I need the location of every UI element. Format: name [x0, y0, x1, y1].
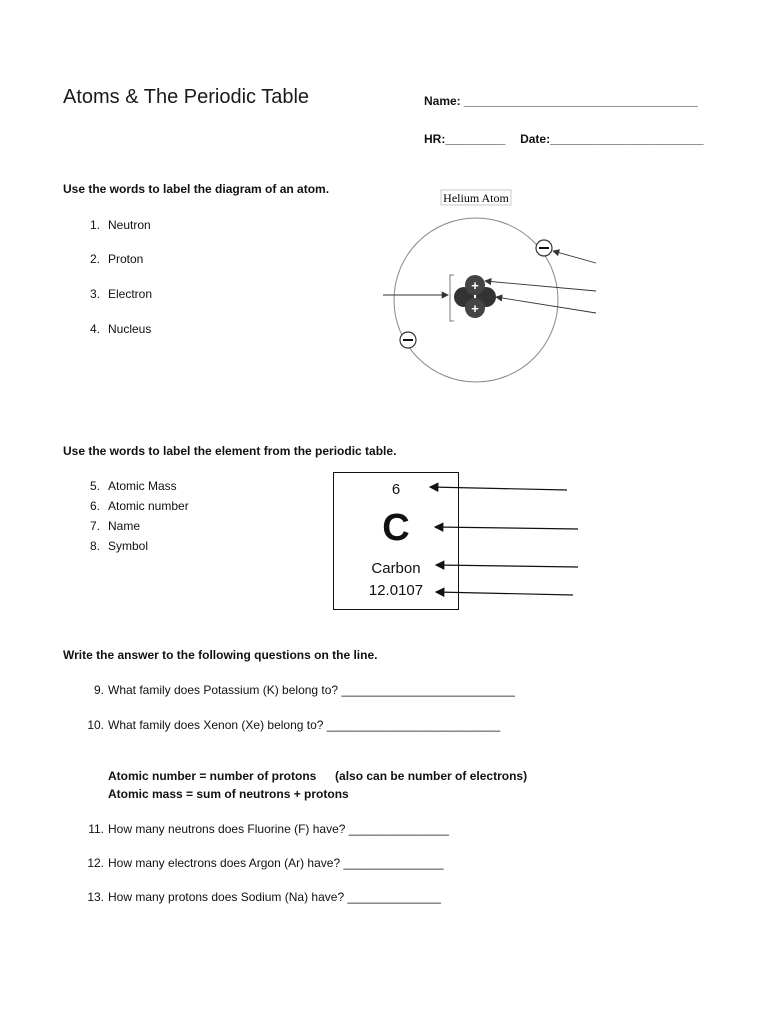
question-item[interactable]	[82, 856, 444, 870]
element-symbol: C	[382, 507, 410, 549]
atomic-mass: 12.0107	[368, 582, 424, 599]
proton-pointer	[485, 281, 596, 291]
question-item[interactable]	[82, 822, 449, 836]
item-number: 4.	[89, 322, 100, 336]
item-number: 7.	[89, 519, 100, 533]
name-pointer	[436, 565, 578, 567]
hr-line: _________	[445, 132, 506, 146]
question-item[interactable]	[82, 718, 500, 732]
question-number: 13.	[87, 890, 104, 904]
list-item	[78, 519, 140, 533]
element-pointers	[420, 478, 590, 608]
question-number: 11.	[88, 822, 104, 836]
item-label: Nucleus	[108, 322, 152, 336]
name-label: Name:	[424, 94, 461, 108]
mass-pointer	[436, 592, 573, 595]
question-text: What family does Xenon (Xe) belong to? __________________________	[108, 718, 501, 732]
question-number: 9.	[93, 683, 104, 697]
list-item	[78, 499, 189, 513]
question-item[interactable]	[82, 683, 515, 697]
item-number: 6.	[89, 499, 100, 513]
formula-note: (also can be number of electrons)	[335, 769, 528, 783]
list-item	[78, 218, 151, 232]
date-label: Date:	[520, 132, 551, 146]
list-item	[78, 252, 143, 266]
electron-pointer	[553, 251, 596, 263]
question-number: 10.	[87, 718, 104, 732]
symbol-pointer	[435, 527, 578, 529]
date-field[interactable]	[520, 132, 704, 146]
item-label: Proton	[108, 252, 144, 266]
item-number: 1.	[89, 218, 100, 232]
element-name: Carbon	[371, 560, 421, 577]
question-number: 12.	[87, 856, 104, 870]
section3-instruction: Write the answer to the following questions on the line.	[63, 648, 378, 662]
item-label: Name	[108, 519, 141, 533]
hr-date-row	[424, 132, 704, 146]
atomic-number-pointer	[430, 487, 567, 490]
date-line: _______________________	[550, 132, 704, 146]
name-line: ___________________________________	[464, 94, 698, 108]
question-text: What family does Potassium (K) belong to? __________________________	[108, 683, 515, 697]
item-number: 3.	[89, 287, 100, 301]
formula-atomic-number	[108, 769, 527, 783]
item-label: Atomic Mass	[108, 479, 177, 493]
item-label: Neutron	[108, 218, 151, 232]
item-number: 5.	[89, 479, 100, 493]
plus-icon: +	[471, 278, 479, 293]
list-item	[78, 287, 152, 301]
list-item	[78, 322, 151, 336]
neutron-pointer	[496, 297, 596, 313]
item-number: 2.	[89, 252, 100, 266]
question-text: How many electrons does Argon (Ar) have? _______________	[108, 856, 444, 870]
formula-atomic-mass: Atomic mass = sum of neutrons + protons	[108, 787, 349, 801]
diagram-caption: Helium Atom	[443, 191, 509, 205]
hr-label: HR:	[424, 132, 446, 146]
formula-line1: Atomic number = number of protons	[108, 769, 317, 783]
question-item[interactable]	[82, 890, 441, 904]
nucleus-bracket	[450, 275, 454, 321]
plus-icon: +	[471, 301, 479, 316]
item-label: Electron	[108, 287, 153, 301]
page-title: Atoms & The Periodic Table	[63, 86, 310, 108]
section1-instruction: Use the words to label the diagram of an atom.	[63, 182, 330, 196]
item-label: Symbol	[108, 539, 149, 553]
list-item	[78, 479, 177, 493]
section2-instruction: Use the words to label the element from the periodic table.	[63, 444, 397, 458]
list-item	[78, 539, 148, 553]
hr-field[interactable]	[424, 132, 505, 146]
item-number: 8.	[89, 539, 100, 553]
atomic-number: 6	[391, 481, 401, 498]
item-label: Atomic number	[108, 499, 189, 513]
helium-atom-diagram	[370, 185, 610, 390]
name-field[interactable]	[424, 94, 698, 108]
question-text: How many neutrons does Fluorine (F) have? _______________	[108, 822, 449, 836]
question-text: How many protons does Sodium (Na) have? ______________	[108, 890, 441, 904]
